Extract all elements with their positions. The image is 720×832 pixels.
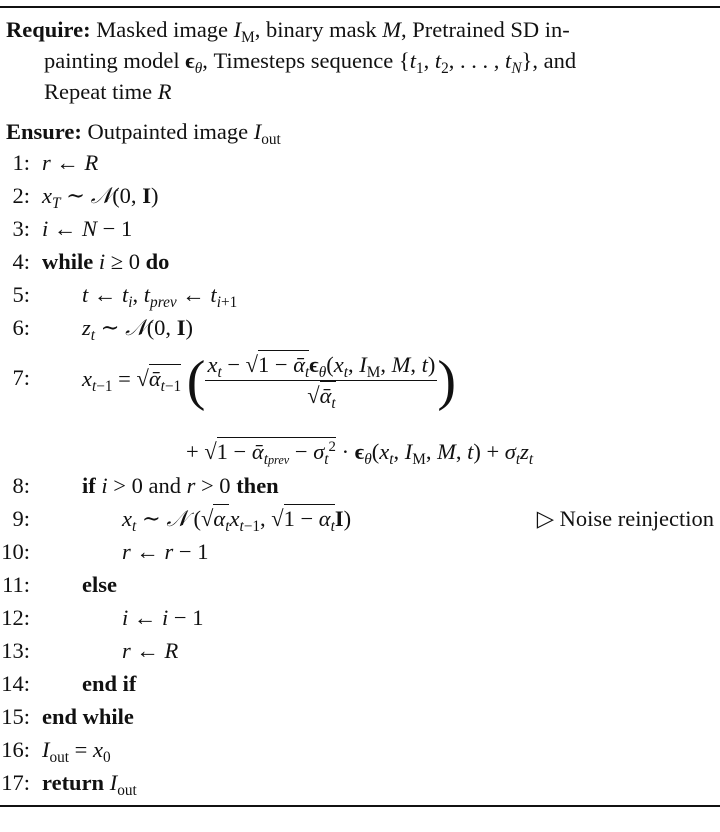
require-line-2: painting model $\epsilon_\theta$, Timesteps sequence {$t_1$, $t_2$, . . . , $t_N$}, and [44, 48, 577, 77]
require-block [6, 14, 714, 107]
ensure-label: Ensure: [6, 119, 82, 144]
algo-line-16: 16: $I_{out} = x_0$ [1, 737, 111, 766]
line-7-formula-row-2: + √1 − ᾱ$_{tprev}$ − $\sigma_t^2 \cdot \epsilon_\theta(x_t$, $I_M$, M, $t) + \sigma_tz_t$ [186, 438, 534, 468]
require-line-3: Repeat time R [44, 79, 172, 104]
algo-line-2: 2: $x_T$ ∼ 𝒩(0, I) [12, 183, 159, 212]
algo-line-8: 8: if i > 0 and r > 0 then [12, 473, 279, 498]
noise-reinjection-comment: ▷ Noise reinjection [536, 506, 714, 531]
require-label: Require: [6, 17, 91, 42]
algo-line-9: 9: $x_t$ ∼ 𝒩 ($√\alpha_tx_{t-1}$, $√1 - \alpha_tI$) ▷ Noise reinjection [0, 503, 720, 535]
require-line-1: Require: Masked image $I_M$, binary mask M, Pretrained SD in- [6, 17, 570, 46]
algo-line-3: 3: i ← N − 1 [12, 216, 133, 241]
algo-line-4: 4: while i ≥ 0 do [12, 249, 170, 274]
line-7-formula-row-1: $x_{t-1}$ = √ᾱ$_{t-1}$ ( $\frac{x_t - √1 - ᾱ_t\epsilon_\theta(x_t, I_M, M, t)}{√ᾱ_t}$ ) [82, 349, 457, 413]
algo-line-15: 15: end while [1, 704, 134, 729]
algo-line-6: 6: $z_t$ ∼ 𝒩(0, I) [12, 315, 193, 344]
algo-line-5: 5: t ← $t_i$, $t_{prev}$ ← $t_{i+1}$ [12, 282, 238, 311]
algo-line-12: 12: i ← i − 1 [1, 605, 204, 630]
algo-line-1: 1: r ← R [12, 150, 99, 175]
top-rule [0, 6, 720, 8]
bottom-rule [0, 805, 720, 807]
algo-line-17: 17: return $I_{out}$ [1, 770, 137, 799]
ensure-line: Ensure: Outpainted image $I_{out}$ [6, 119, 281, 148]
algo-line-14: 14: end if [1, 671, 137, 696]
algo-line-7: 7: [12, 365, 30, 390]
algo-line-10: 10: r ← r − 1 [1, 539, 209, 564]
algo-line-11: 11: else [2, 572, 117, 597]
algo-line-13: 13: r ← R [1, 638, 179, 663]
